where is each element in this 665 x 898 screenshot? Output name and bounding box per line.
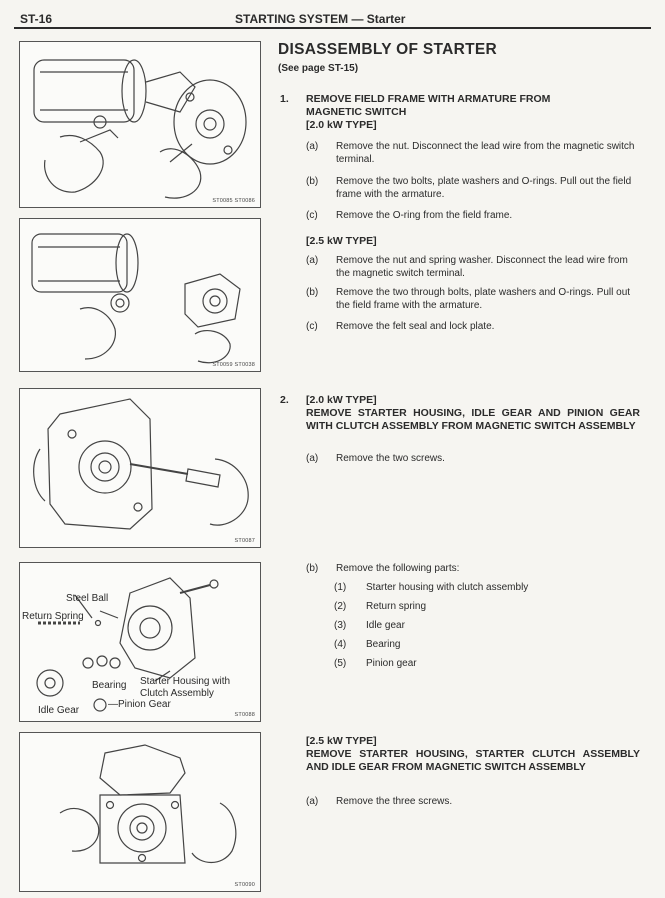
section-title: DISASSEMBLY OF STARTER <box>278 41 498 58</box>
label-bearing: Bearing <box>92 680 127 691</box>
label-steel-ball: Steel Ball <box>66 593 109 604</box>
step1-heading-line2: MAGNETIC SWITCH <box>306 106 407 118</box>
page-code: ST-16 <box>20 12 53 26</box>
part-1-text: Starter housing with clutch assembly <box>366 582 529 593</box>
step2-a-mark: (a) <box>306 453 319 464</box>
illustration-starter-disassembly <box>20 42 260 207</box>
step2-heading-2-5kw: REMOVE STARTER HOUSING, STARTER CLUTCH ASSEMBLY AND IDLE GEAR FROM MAGNETIC SWITCH ASSEMBLY <box>306 748 640 773</box>
step2-type-2-0kw: [2.0 kW TYPE] <box>306 394 377 406</box>
illustration-housing-screws <box>20 733 260 891</box>
step1-c-text: Remove the O-ring from the field frame. <box>336 210 513 221</box>
step1-type-2-5kw: [2.5 kW TYPE] <box>306 235 377 247</box>
step1-c-mark: (c) <box>306 210 318 221</box>
part-2-mark: (2) <box>334 601 347 612</box>
figure-code: ST0088 <box>234 712 255 718</box>
part-5-mark: (5) <box>334 658 347 669</box>
figure-code: ST0059 ST0038 <box>212 362 255 368</box>
label-pinion-gear: —Pinion Gear <box>108 699 171 710</box>
step2-2-5-a-mark: (a) <box>306 796 319 807</box>
figure-code: ST0087 <box>234 538 255 544</box>
figure-remove-lead-wire <box>19 41 261 208</box>
page-header-title: STARTING SYSTEM — Starter <box>235 12 406 26</box>
step2-b-text: Remove the following parts: <box>336 563 460 574</box>
part-5-text: Pinion gear <box>366 658 417 669</box>
step1-type-2-0kw: [2.0 kW TYPE] <box>306 119 377 131</box>
label-return-spring: Return Spring <box>22 611 84 622</box>
step1-heading-line1: REMOVE FIELD FRAME WITH ARMATURE FROM <box>306 93 551 105</box>
step1-2-5-a-text: Remove the nut and spring washer. Disconnect the lead wire from the magnetic switch terminal. <box>336 255 628 279</box>
step2-type-2-5kw: [2.5 kW TYPE] <box>306 735 377 747</box>
illustration-field-frame <box>20 219 260 371</box>
part-3-text: Idle gear <box>366 620 405 631</box>
step1-b-text: Remove the two bolts, plate washers and O-rings. Pull out the field frame with the armature. <box>336 176 632 200</box>
step1-2-5-a-mark: (a) <box>306 255 319 266</box>
part-4-text: Bearing <box>366 639 401 650</box>
part-3-mark: (3) <box>334 620 347 631</box>
label-housing-line2: Clutch Assembly <box>140 688 214 699</box>
figure-code: ST0090 <box>234 882 255 888</box>
step2-b-mark: (b) <box>306 563 319 574</box>
figure-code: ST0085 ST0086 <box>212 198 255 204</box>
step1-a-text: Remove the nut. Disconnect the lead wire from the magnetic switch terminal. <box>336 141 635 165</box>
part-4-mark: (4) <box>334 639 347 650</box>
step1-number: 1. <box>280 93 289 105</box>
step2-a-text: Remove the two screws. <box>336 453 445 464</box>
step1-a-mark: (a) <box>306 141 319 152</box>
step1-2-5-c-text: Remove the felt seal and lock plate. <box>336 321 495 332</box>
label-idle-gear: Idle Gear <box>38 705 80 716</box>
step2-number: 2. <box>280 394 289 406</box>
figure-three-screws <box>19 732 261 892</box>
step2-2-5-a-text: Remove the three screws. <box>336 796 453 807</box>
illustration-screwdriver <box>20 389 260 547</box>
part-2-text: Return spring <box>366 601 427 612</box>
step1-2-5-c-mark: (c) <box>306 321 318 332</box>
section-see-page: (See page ST-15) <box>278 63 359 74</box>
label-housing-line1: Starter Housing with <box>140 676 231 687</box>
part-1-mark: (1) <box>334 582 347 593</box>
step1-2-5-b-text: Remove the two through bolts, plate washers and O-rings. Pull out the field frame with the armature. <box>336 287 631 311</box>
figure-remove-screws <box>19 388 261 548</box>
step1-2-5-b-mark: (b) <box>306 287 319 298</box>
figure-remove-field-frame <box>19 218 261 372</box>
header-rule <box>14 27 651 29</box>
step2-heading-2-0kw: REMOVE STARTER HOUSING, IDLE GEAR AND PINION GEAR WITH CLUTCH ASSEMBLY FROM MAGNETIC SWITCH ASSEMBLY <box>306 407 640 432</box>
figure-exploded-housing <box>19 562 261 722</box>
step1-b-mark: (b) <box>306 176 319 187</box>
